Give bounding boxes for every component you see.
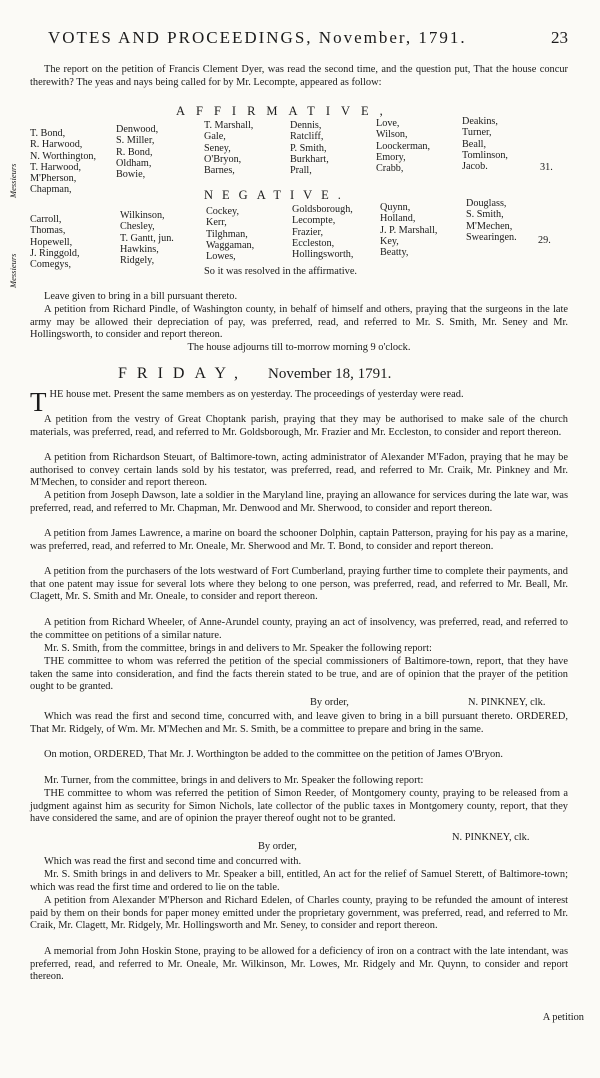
negative-column-3: Cockey, Kerr, Tilghman, Waggaman, Lowes, [206, 206, 255, 263]
paragraph-steuart-petition: A petition from Richardson Steuart, of Baltimore-town, acting administrator of Alexander M'Fadon, praying that he may be authorised to convey certain lands sold by his testator, was preferred, read, and referred to Mr. Craik, Mr. Pinkney and Mr. M'Mechen, to consider and report thereon. [30, 452, 568, 489]
messieurs-label-negative: Messieurs [8, 253, 18, 288]
paragraph-reeder-report: THE committee to whom was referred the petition of Simon Reeder, of Montgomery county, praying to be released from a judgment against him as security for Simon Nichols, late collector of the public taxes in Montgomery county, report, that they have considered the same, and are of opinion the prayer thereof ought not to be granted. [30, 788, 568, 825]
paragraph-sterett-bill: Mr. S. Smith brings in and delivers to Mr. Speaker a bill, entitled, An act for the relief of Samuel Sterett, of Baltimore-town; which was read the first time and ordered to lie on the table. [30, 869, 568, 893]
affirmative-column-3: T. Marshall, Gale, Seney, O'Bryon, Barnes, [204, 120, 254, 177]
negative-column-6: Douglass, S. Smith, M'Mechen, Swearingen. [466, 198, 517, 243]
paragraph-dawson-petition: A petition from Joseph Dawson, late a soldier in the Maryland line, praying an allowance for services during the late war, was preferred, read, and referred to Mr. Chapman, Mr. Denwood and Mr. Sherwood, to consider and report thereon. [30, 490, 568, 514]
paragraph-lawrence-petition: A petition from James Lawrence, a marine on board the schooner Dolphin, captain Patterson, praying for his pay as a marine, was preferred, read, and referred to Mr. Oneale, Mr. Sherwood and Mr. T. Bond, to consider and report thereon. [30, 528, 568, 552]
day-heading [118, 365, 391, 383]
paragraph-read-concurred: Which was read the first and second time, concurred with, and leave given to bring in a bill pursuant thereto. ORDERED, That Mr. Ridgely, of Wm. Mr. M'Mechen and Mr. S. Smith, be a committee to prepare and bring in the same. [30, 711, 568, 735]
affirmative-column-5: Love, Wilson, Loockerman, Emory, Crabb, [376, 118, 431, 175]
paragraph-pindle-petition: A petition from Richard Pindle, of Washington county, in behalf of himself and others, praying that the surgeons in the late army may be allowed their depreciation of pay, was preferred, read, and referred to Mr. S. Smith, Mr. Seney and Mr. Hollingsworth, to consider and report thereon. [30, 304, 568, 341]
affirmative-column-4: Dennis, Ratcliff, P. Smith, Burkhart, Prall, [290, 120, 329, 177]
by-order: By order, [310, 697, 349, 708]
catchword: A petition [542, 1012, 584, 1023]
day-date: November 18, 1791. [268, 366, 392, 382]
paragraph-commissioners-report: THE committee to whom was referred the petition of the special commissioners of Baltimore-town, report, that they have taken the same into consideration, and find the facts therein stated to be true, and are of opinion that the prayer of the petition ought to be granted. [30, 656, 568, 693]
page-header [0, 28, 600, 58]
day-label: FRIDAY, [118, 365, 249, 382]
resolved-line: So it was resolved in the affirmative. [204, 266, 358, 277]
paragraph-house-met: THE house met. Present the same members as on yesterday. The proceedings of yesterday were read. [30, 387, 464, 417]
affirmative-column-6: Deakins, Turner, Beall, Tomlinson, Jacob. [462, 116, 508, 173]
negative-column-1: Carroll, Thomas, Hopewell, J. Ringgold, Comegys, [30, 214, 80, 271]
paragraph-adjourn: The house adjourns till to-morrow morning 9 o'clock. [187, 342, 411, 353]
paragraph-motion-ordered: On motion, ORDERED, That Mr. J. Worthington be added to the committee on the petition of James O'Bryon. [44, 749, 503, 760]
intro-paragraph: The report on the petition of Francis Clement Dyer, was read the second time, and the question put, That the house concur therewith? The yeas and nays being called for by Mr. Lecompte, appeared as follow: [30, 64, 568, 88]
negative-column-2: Wilkinson, Chesley, T. Gantt, jun. Hawkins, Ridgely, [120, 210, 174, 267]
paragraph-leave: Leave given to bring in a bill pursuant thereto. [44, 291, 238, 302]
affirmative-column-1: T. Bond, R. Harwood, N. Worthington, T. Harwood, M'Pherson, Chapman, [30, 128, 97, 196]
negative-count: 29. [538, 235, 551, 246]
negative-heading: NEGATIVE. [204, 188, 350, 202]
affirmative-count: 31. [540, 162, 553, 173]
clerk-signature-2: N. PINKNEY, clk. [452, 832, 530, 843]
paragraph-wheeler-petition: A petition from Richard Wheeler, of Anne-Arundel county, praying an act of insolvency, was preferred, read, and referred to the committee on petitions of a similar nature. [30, 617, 568, 641]
messieurs-label-affirmative: Messieurs [8, 163, 18, 198]
affirmative-column-2: Denwood, S. Miller, R. Bond, Oldham, Bowie, [116, 124, 159, 181]
paragraph-stone-memorial: A memorial from John Hoskin Stone, praying to be allowed for a deficiency of iron on a contract with the late intendant, was preferred, read, and referred to Mr. Oneale, Mr. Wilkinson, Mr. Lowes, Mr. Ridgely and Mr. Quynn, to consider and report thereon. [30, 946, 568, 983]
paragraph-cumberland-petition: A petition from the purchasers of the lots westward of Fort Cumberland, praying further time to complete their payments, and that one patent may issue for several lots where they belong to one person, was preferred, read, and referred to Mr. Beall, Mr. Clagett, Mr. S. Smith and Mr. Oneale, to consider and report thereon. [30, 566, 568, 603]
page-number: 23 [551, 28, 568, 47]
paragraph-mpherson-petition: A petition from Alexander M'Pherson and Richard Edelen, of Charles county, praying to be refunded the amount of interest paid by them on their bonds for paper money emitted under the proprietary government, was preferred, read, and referred to Mr. Craik, Mr. Clagett, Mr. Ridgely, Mr. Hollingsworth and Mr. Seney, to consider and report thereon. [30, 895, 568, 932]
negative-column-5: Quynn, Holland, J. P. Marshall, Key, Beatty, [380, 202, 438, 259]
affirmative-heading: AFFIRMATIVE, [176, 104, 394, 118]
negative-column-4: Goldsborough, Lecompte, Frazier, Eccleston, Hollingsworth, [292, 204, 354, 261]
drop-cap: T [30, 387, 47, 417]
paragraph-choptank-petition: A petition from the vestry of Great Choptank parish, praying that they may be authorised to make sale of the church materials, was preferred, read, and referred to Mr. Goldsborough, Mr. Frazier and Mr. Eccleston, to consider and report thereon. [30, 414, 568, 438]
paragraph-turner-report-intro: Mr. Turner, from the committee, brings in and delivers to Mr. Speaker the following report: [44, 775, 424, 786]
by-order-2: By order, [258, 841, 297, 852]
running-title: VOTES AND PROCEEDINGS, November, 1791. [48, 28, 467, 47]
paragraph-smith-report-intro: Mr. S. Smith, from the committee, brings in and delivers to Mr. Speaker the following report: [44, 643, 432, 654]
clerk-signature: N. PINKNEY, clk. [468, 697, 546, 708]
paragraph-read-concurred-2: Which was read the first and second time and concurred with. [44, 856, 302, 867]
